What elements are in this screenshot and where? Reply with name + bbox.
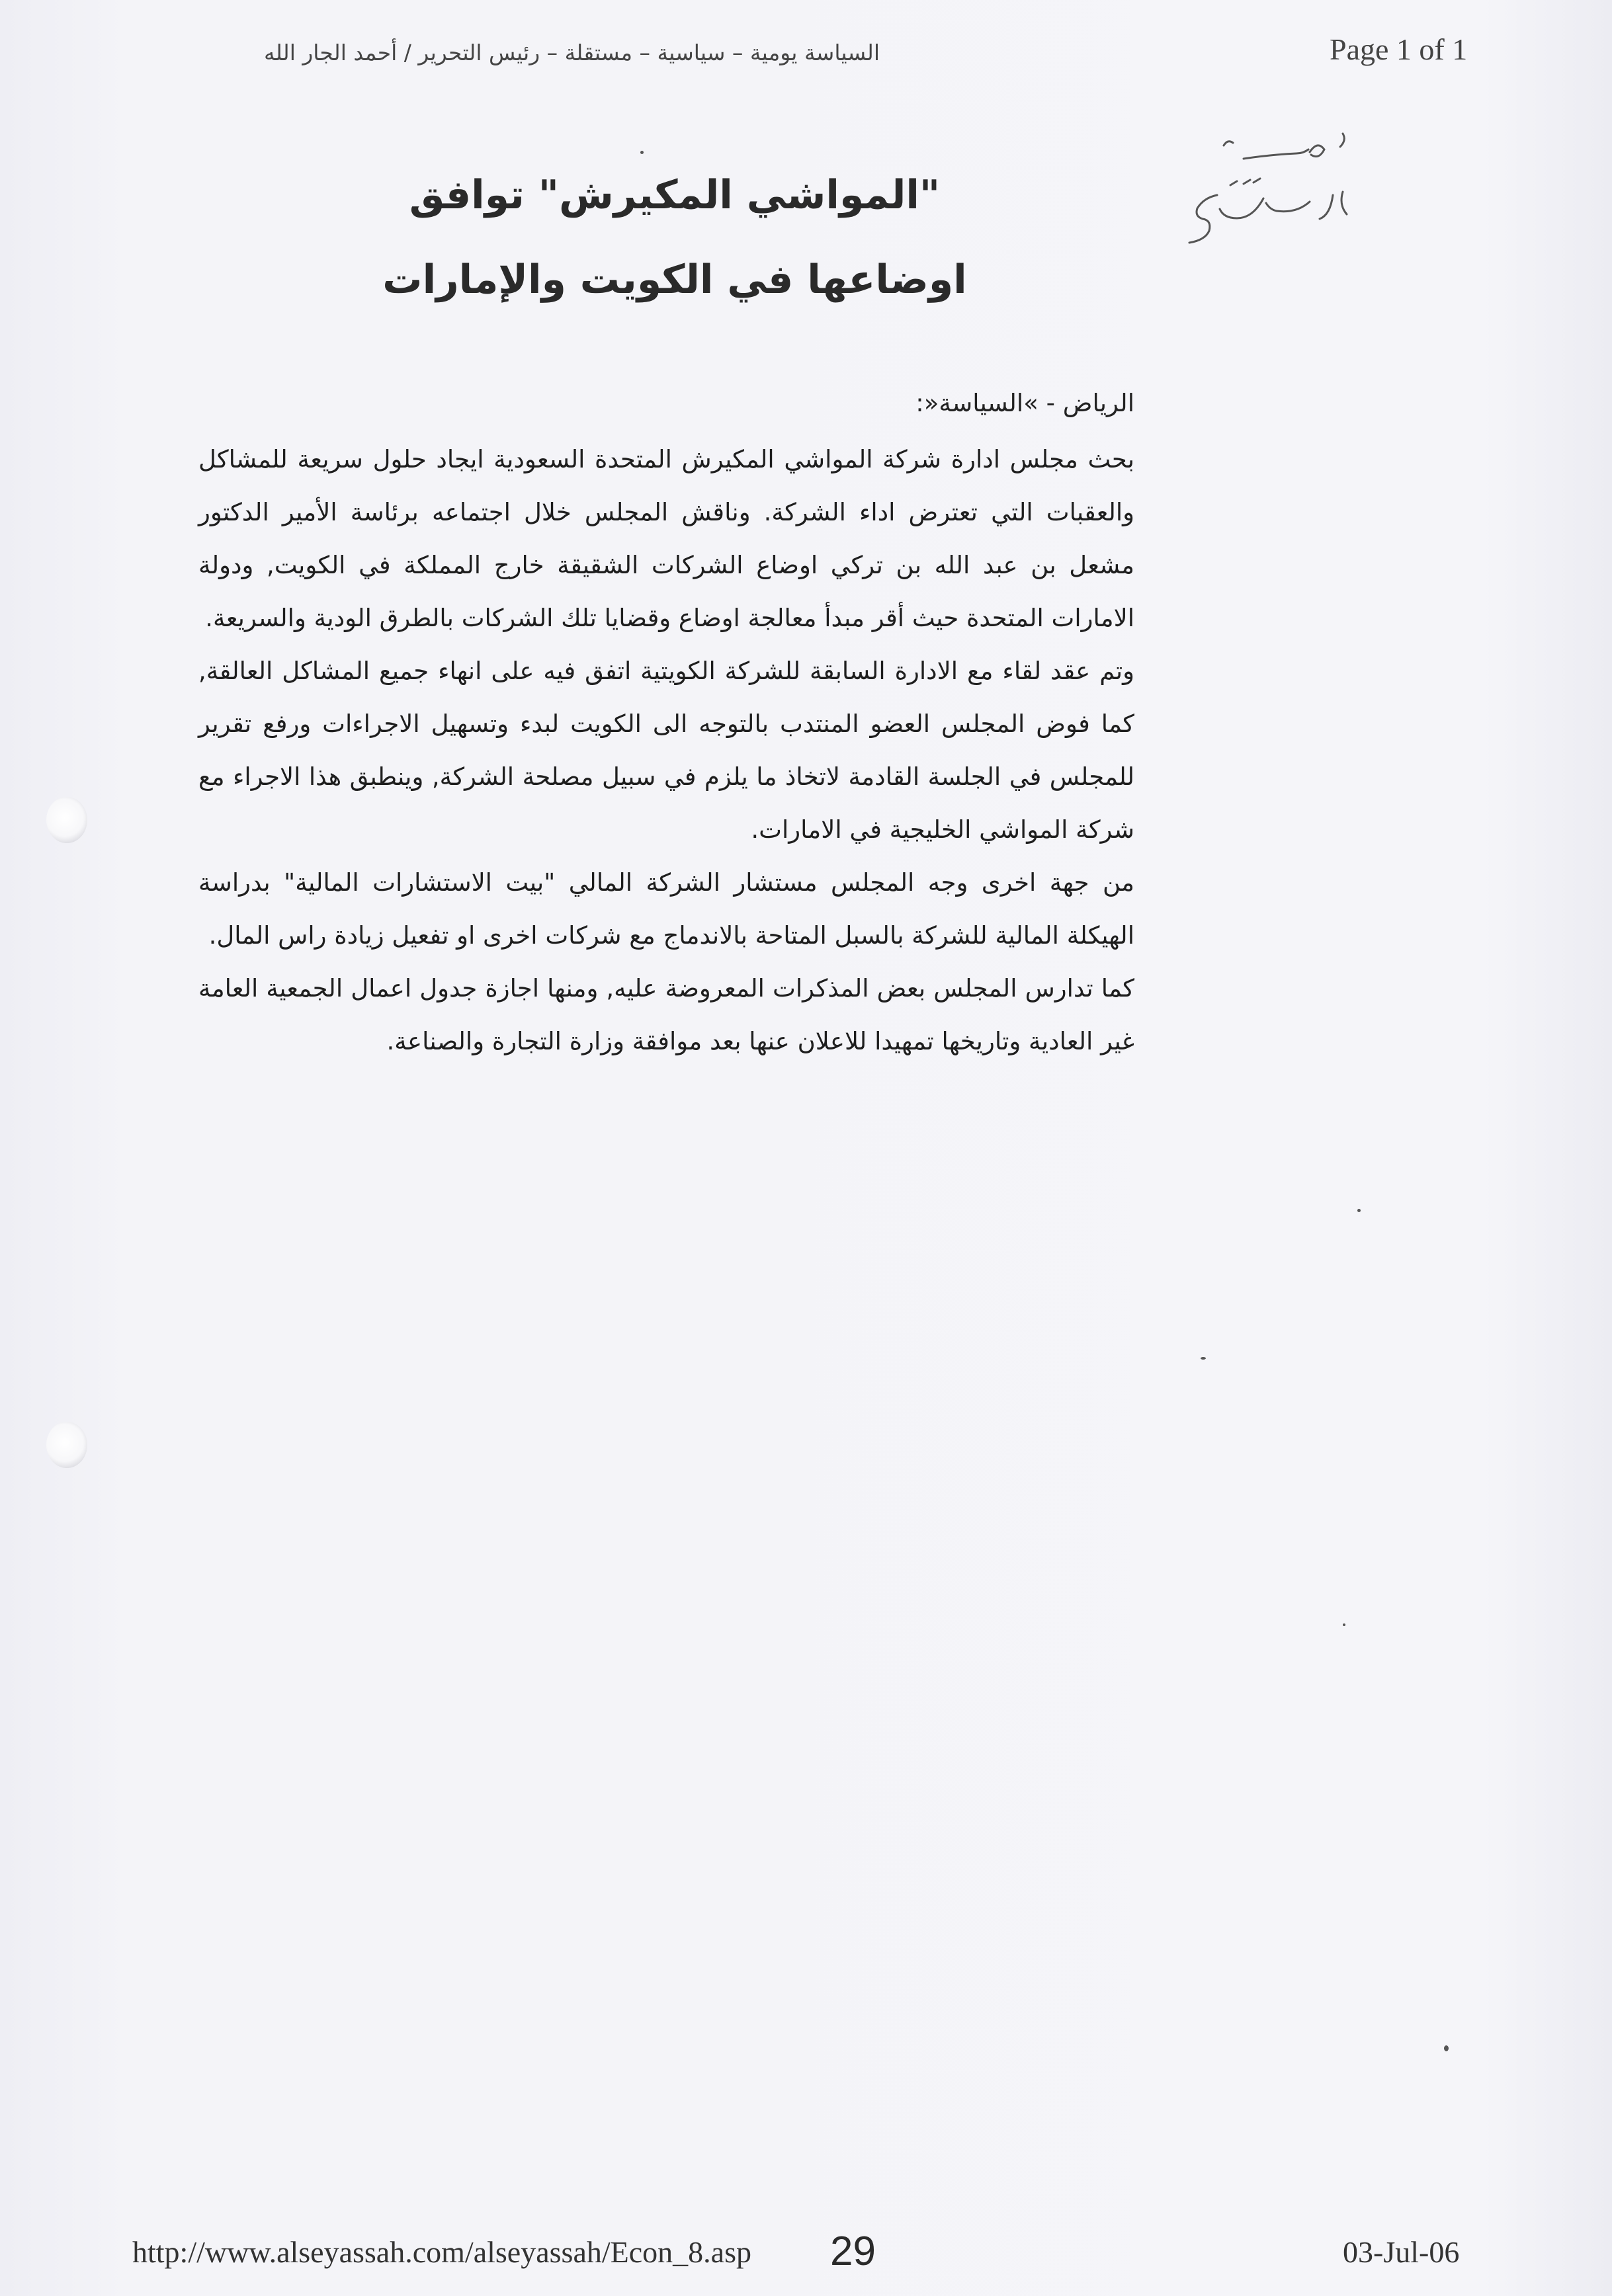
source-url: http://www.alseyassah.com/alseyassah/Econ_8.asp [132, 2235, 751, 2269]
article-paragraph: كما تدارس المجلس بعض المذكرات المعروضة عليه, ومنها اجازة جدول اعمال الجمعية العامة غير العادية وتاريخها تمهيدا للاعلان عنها بعد موافقة وزارة التجارة والصناعة. [198, 974, 1134, 1055]
paper-speck [1357, 1209, 1361, 1212]
newspaper-source-line: السياسة يومية – سياسية – مستقلة – رئيس التحرير / أحمد الجار الله [264, 40, 880, 65]
article-paragraph: بحث مجلس ادارة شركة المواشي المكيرش المتحدة السعودية ايجاد حلول سريعة للمشاكل والعقبات التي تعترض اداء الشركة. وناقش المجلس خلال اجتماعه برئاسة الأمير الدكتور مشعل بن عبد الله بن تركي اوضاع الشركات الشقيقة خارج المملكة في الكويت, ودولة الامارات المتحدة حيث أقر مبدأ معالجة اوضاع وقضايا تلك الشركات بالطرق الودية والسريعة. [198, 445, 1134, 632]
punch-hole [46, 797, 87, 843]
handwritten-archive-note [1144, 119, 1382, 265]
paper-speck [1201, 1357, 1206, 1360]
article-title-line1: "المواشي المكيرش" توافق [409, 172, 941, 218]
handwritten-page-number: 29 [830, 2229, 876, 2274]
punch-hole [46, 1422, 87, 1468]
article-paragraph: وتم عقد لقاء مع الادارة السابقة للشركة الكويتية اتفق فيه على انهاء جميع المشاكل العالقة, كما فوض المجلس العضو المنتدب بالتوجه الى الكويت لبدء وتسهيل الاجراءات ورفع تقرير للمجلس في الجلسة القادمة لاتخاذ ما يلزم في سبيل مصلحة الشركة, وينطبق هذا الاجراء مع شركة المواشي الخليجية في الامارات. [198, 657, 1134, 844]
article-dateline: الرياض - »السياسة«: [915, 389, 1134, 417]
print-date: 03-Jul-06 [1343, 2235, 1460, 2269]
paper-speck [640, 151, 644, 154]
page-indicator: Page 1 of 1 [1330, 32, 1468, 66]
paper-speck [1343, 1623, 1345, 1626]
article-body [198, 433, 1134, 1068]
article-title-line2: اوضاعها في الكويت والإمارات [382, 257, 967, 303]
article-paragraph: من جهة اخرى وجه المجلس مستشار الشركة المالي "بيت الاستشارات المالية" بدراسة الهيكلة المالية للشركة بالسبل المتاحة بالاندماج مع شركات اخرى او تفعيل زيادة راس المال. [198, 868, 1134, 950]
paper-speck [1444, 2045, 1449, 2051]
